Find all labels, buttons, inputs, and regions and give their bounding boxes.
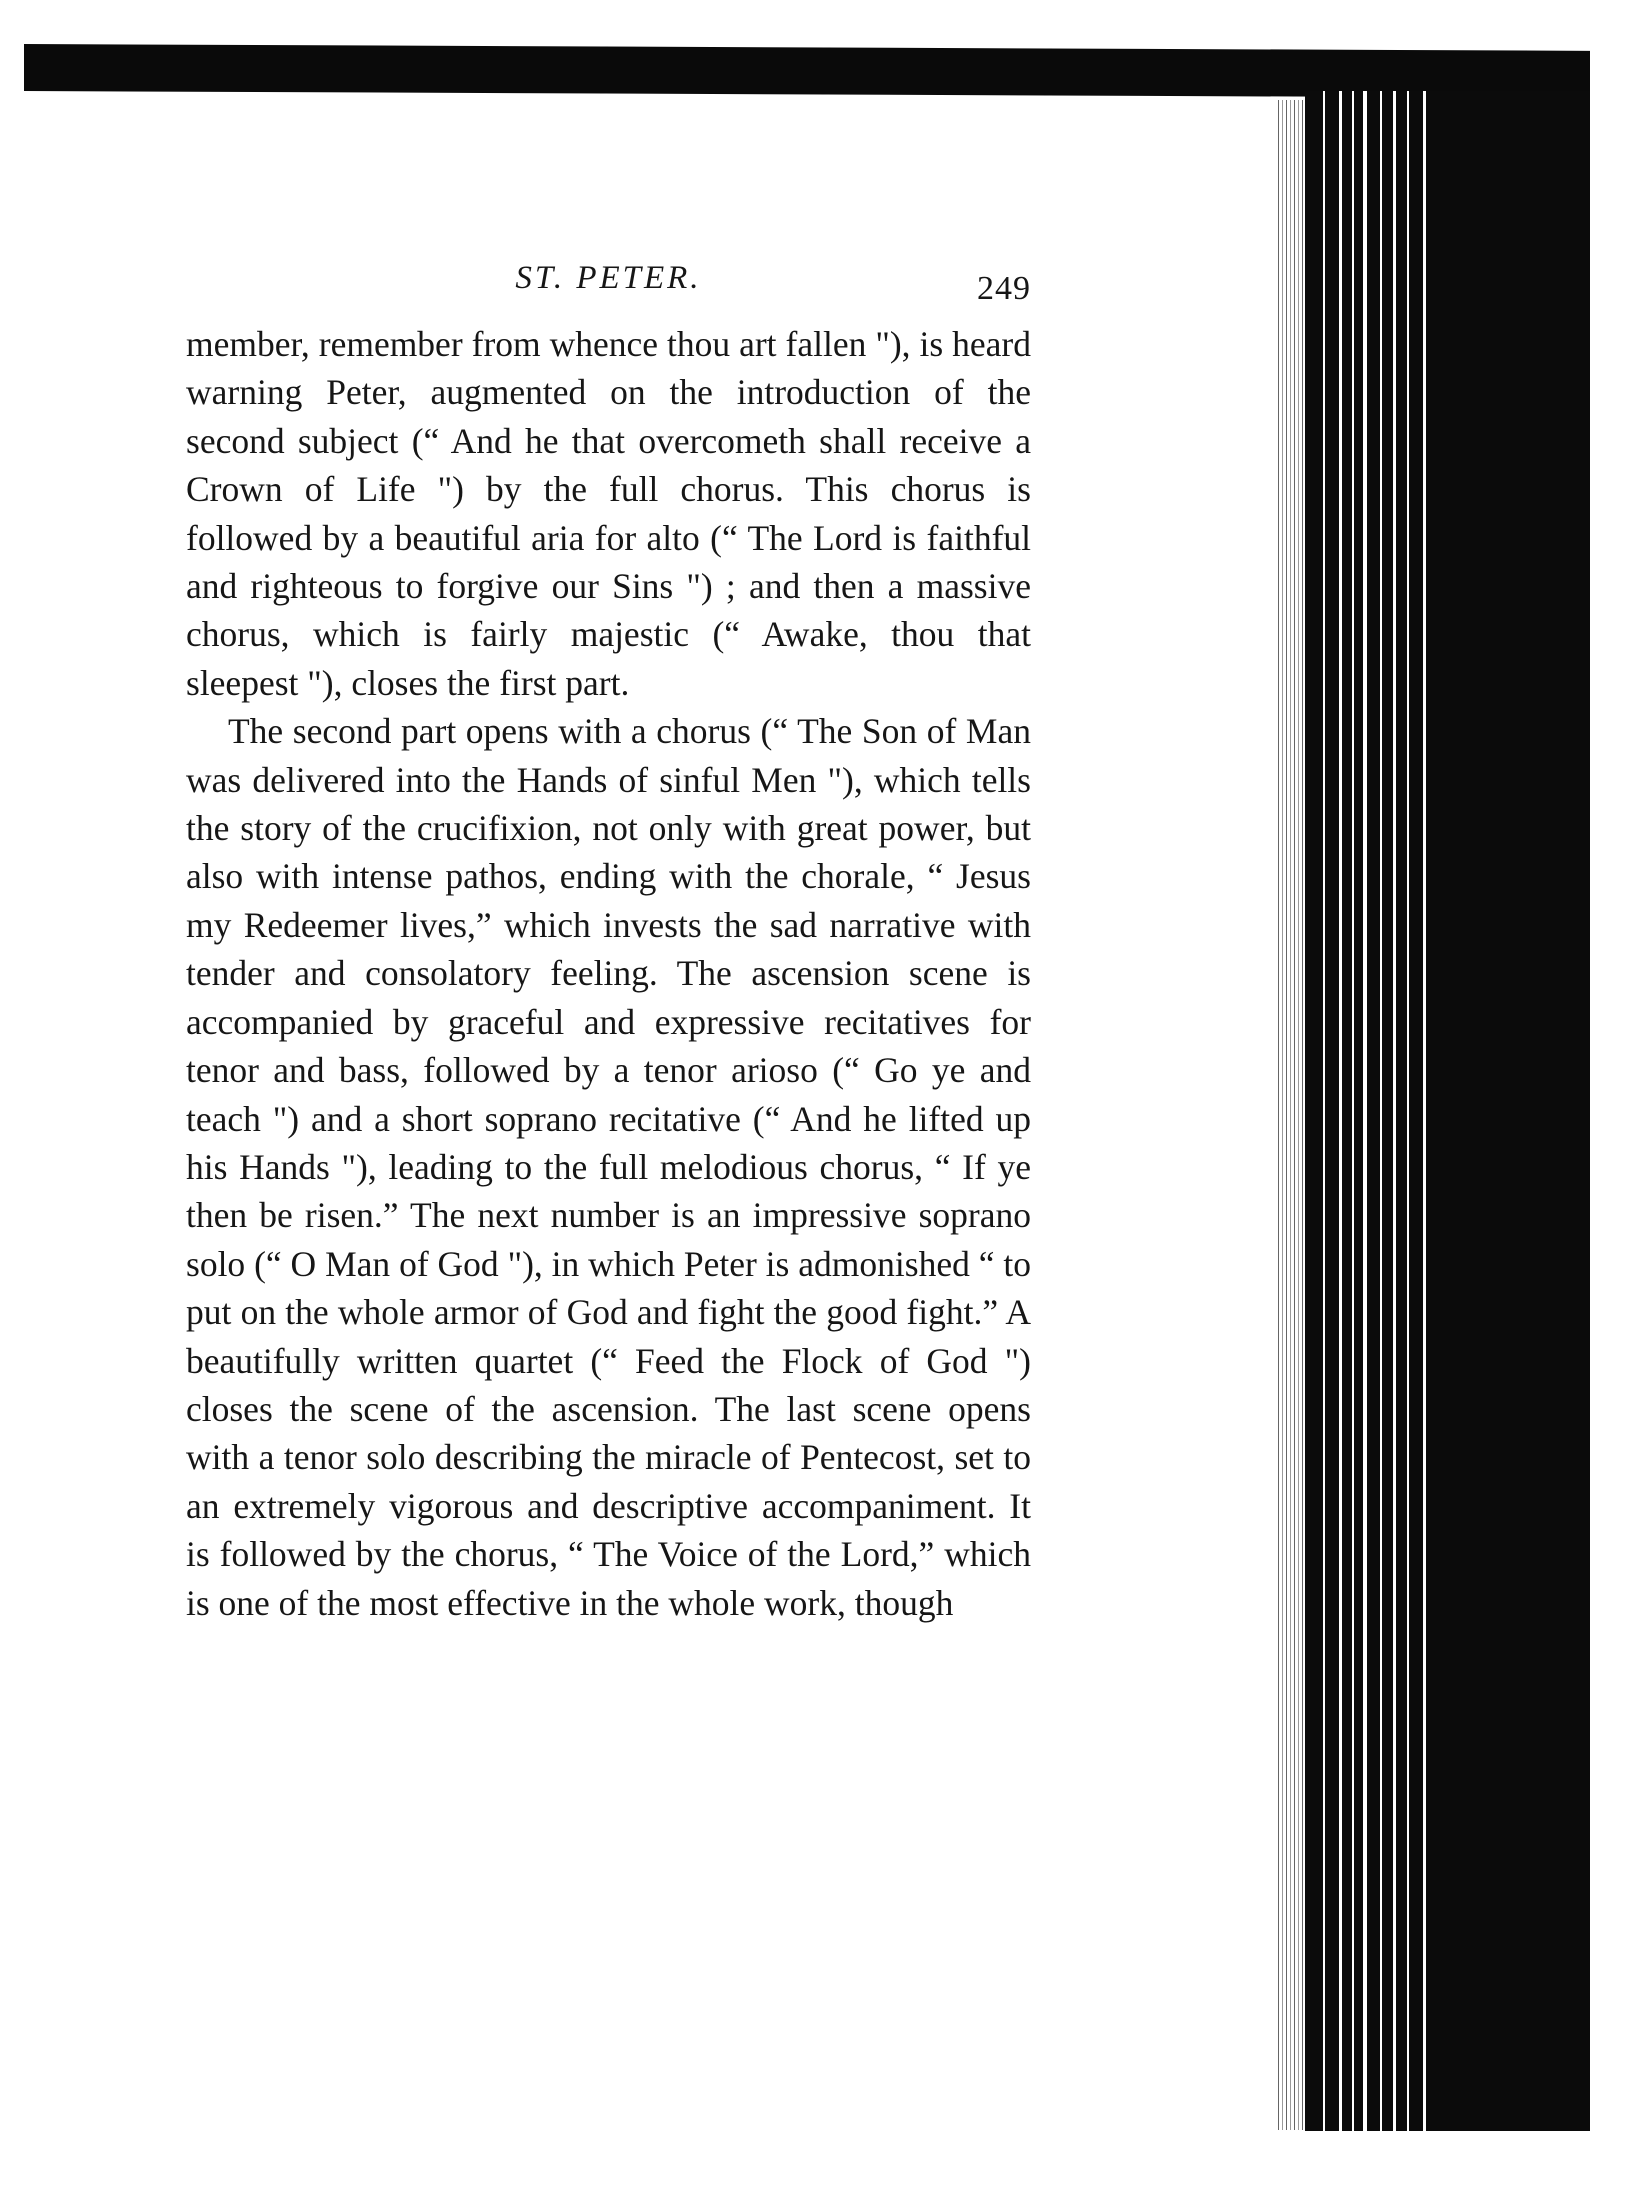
paragraph-continuation: member, remember from whence thou art fallen "), is heard warning Peter, augmented on the introduction of the second subject (“ And he that overcometh shall receive a Crown of Life ") by the full chorus. This chorus is followed by a beautiful aria for alto (“ The Lord is faithful and righteous to forgive our Sins ") ; and then a massive chorus, which is fairly majestic (“ Awake, thou that sleepest "), closes the first part. bbox=[186, 324, 1031, 703]
running-head bbox=[186, 260, 1031, 320]
scan-border-top bbox=[24, 44, 1590, 98]
page-number: 249 bbox=[977, 270, 1031, 307]
book-page bbox=[186, 260, 1031, 1627]
paragraph-second-part: The second part opens with a chorus (“ The Son of Man was delivered into the Hands of sinful Men "), which tells the story of the crucifixion, not only with great power, but also with intense pathos, ending with the chorale, “ Jesus my Redeemer lives,” which invests the sad narrative with tender and consolatory feeling. The ascension scene is accompanied by graceful and expressive recitatives for tenor and bass, followed by a tenor arioso (“ Go ye and teach ") and a short soprano recitative (“ And he lifted up his Hands "), leading to the full melodious chorus, “ If ye then be risen.” The next number is an impressive soprano solo (“ O Man of God "), in which Peter is admonished “ to put on the whole armor of God and fight the good fight.” A beautifully written quartet (“ Feed the Flock of God ") closes the scene of the ascension. The last scene opens with a tenor solo describing the miracle of Pentecost, set to an extremely vigorous and descriptive accompaniment. It is followed by the chorus, “ The Voice of the Lord,” which is one of the most effective in the whole work, though bbox=[186, 711, 1031, 1623]
running-title: ST. PETER. bbox=[515, 260, 702, 296]
book-gutter-edge bbox=[1305, 91, 1590, 2131]
body-text bbox=[186, 320, 1031, 1627]
